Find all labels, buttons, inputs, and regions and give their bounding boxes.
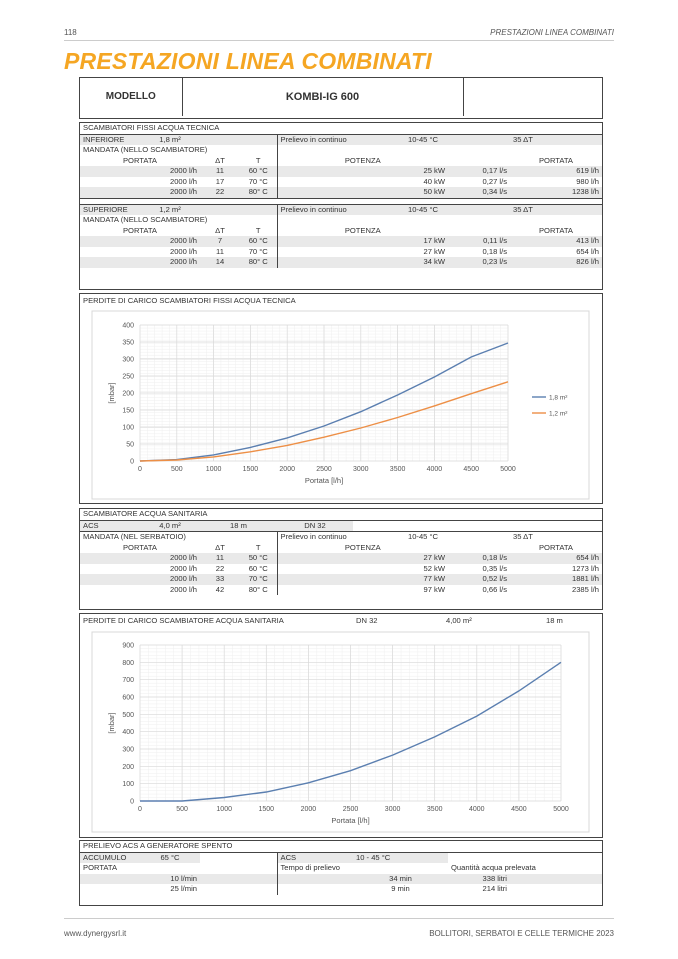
y-tick-label: 250	[122, 373, 134, 381]
lower-label: INFERIORE	[80, 134, 140, 145]
acs-off-col-tempo: Tempo di prelievo	[277, 863, 448, 874]
page-number: 118	[64, 28, 77, 37]
upper-dt: 35 ΔT	[510, 204, 557, 215]
x-tick-label: 2000	[300, 806, 317, 813]
acs-dn: DN 32	[277, 520, 353, 532]
lower-range: 10-45 °C	[398, 134, 448, 145]
model-empty-cell	[463, 78, 602, 116]
x-tick-label: 0	[138, 806, 142, 813]
sanitary-table: SCAMBIATORE ACQUA SANITARIA ACS 4,0 m² 18 m DN 32 MANDATA (NEL SERBATOIO) Prelievo in continuo 10-45 °C 35 ΔT PORTATA ΔT T POTENZA PORTATA 2000 l/h 11 50 °C 27 kW 0,18 l/s 654 l/h 2000 l/h 22 60 °C 52 kW 0,35 l/s 1273 l/h 2000 l/h 33 70 °C 77 kW 0,52 l/s 1881 l/h 2000 l/h 42 80° C 97 kW 0,66 l/s 2385 l/h	[79, 508, 603, 610]
x-tick-label: 2500	[342, 806, 359, 813]
lower-area: 1,8 m²	[140, 134, 200, 145]
lower-prelievo: Prelievo in continuo	[277, 134, 353, 145]
y-tick-label: 200	[122, 763, 134, 771]
x-tick-label: 4500	[511, 806, 527, 813]
running-title: PRESTAZIONI LINEA COMBINATI	[490, 28, 614, 37]
col-potenza: POTENZA	[277, 156, 448, 167]
chart2-dn: DN 32	[356, 616, 378, 625]
x-tick-label: 3500	[389, 466, 406, 473]
y-tick-label: 350	[122, 339, 134, 347]
sanitary-mandata: MANDATA (NEL SERBATOIO)	[83, 532, 186, 541]
y-tick-label: 100	[122, 424, 134, 432]
table-row: 2000 l/h 11 60 °C 25 kW 0,17 l/s 619 l/h	[80, 166, 602, 177]
table-row: 2000 l/h 33 70 °C 77 kW 0,52 l/s 1881 l/h	[80, 574, 602, 585]
y-axis-label: [mbar]	[107, 382, 116, 404]
y-tick-label: 0	[130, 798, 134, 806]
chart2-area: 4,00 m²	[446, 616, 472, 625]
acs-length: 18 m	[200, 520, 277, 532]
table-row: 25 l/min 9 min 214 litri	[170, 884, 507, 893]
x-tick-label: 0	[138, 466, 142, 473]
sanitary-range: 10-45 °C	[407, 532, 439, 541]
chart2-box	[79, 613, 603, 838]
fixed-exchangers-table: SCAMBIATORI FISSI ACQUA TECNICA INFERIORE 1,8 m² Prelievo in continuo 10-45 °C 35 ΔT MANDATA (NELLO SCAMBIATORE) PORTATA ΔT T POTENZA PORTATA 2000 l/h 11 60 °C 25 kW 0,17 l/s 619 l/h 2000 l/h 17 70 °C 40 kW 0,27 l/s 980 l/h 2000 l/h 22 80° C 50 kW 0,34 l/s 1238 l/h SUPERIORE 1,2 m² Prelievo in continuo 10-45 °C 35 ΔT MANDATA (NELLO SCAMBIATORE) PORTATA ΔT T POTENZA PORTATA 2000 l/h 7 60 °C 17 kW 0,11 l/s 413 l/h 2000 l/h 11 70 °C 27 kW 0,18 l/s 654 l/h 2000 l/h 14 80° C 34 kW 0,23 l/s 826 l/h	[79, 122, 603, 290]
y-tick-label: 900	[122, 642, 134, 650]
chart2-svg	[80, 628, 601, 836]
table-row: 2000 l/h 22 60 °C 52 kW 0,35 l/s 1273 l/h	[169, 563, 599, 573]
x-tick-label: 1500	[258, 806, 275, 813]
x-tick-label: 2000	[279, 466, 295, 473]
x-tick-label: 1500	[242, 466, 259, 473]
chart1-box	[79, 293, 603, 504]
sanitary-prelievo: Prelievo in continuo	[277, 532, 353, 543]
acs-off-acs-label: ACS	[277, 852, 353, 863]
lower-dt: 35 ΔT	[510, 134, 557, 145]
y-tick-label: 150	[122, 407, 134, 415]
acs-off-section-title: PRELIEVO ACS A GENERATORE SPENTO	[80, 841, 602, 852]
col-portata: PORTATA	[122, 155, 158, 165]
upper-area: 1,2 m²	[140, 204, 200, 215]
y-tick-label: 0	[130, 458, 134, 466]
table-row: 2000 l/h 42 80° C 97 kW 0,66 l/s 2385 l/h	[169, 584, 599, 594]
col-portata-out: PORTATA	[538, 155, 574, 165]
x-axis-label: Portata [l/h]	[304, 476, 344, 485]
upper-label: SUPERIORE	[80, 204, 140, 215]
x-tick-label: 3000	[384, 806, 401, 813]
y-tick-label: 50	[126, 441, 134, 449]
x-tick-label: 500	[176, 806, 188, 813]
legend-label: 1,2 m²	[549, 410, 568, 418]
x-tick-label: 500	[170, 466, 183, 473]
footer-divider	[64, 918, 614, 919]
y-tick-label: 400	[122, 729, 134, 737]
y-tick-label: 600	[122, 694, 134, 702]
model-value: KOMBI-IG 600	[182, 78, 463, 116]
y-axis-label: [mbar]	[107, 712, 116, 734]
y-tick-label: 800	[122, 659, 134, 667]
col-t: T	[255, 155, 261, 165]
x-tick-label: 4000	[469, 806, 485, 813]
upper-mandata: MANDATA (NELLO SCAMBIATORE)	[83, 215, 208, 224]
legend-label: 1,8 m²	[549, 394, 568, 402]
chart1-svg	[80, 307, 601, 501]
y-tick-label: 300	[122, 746, 134, 754]
accumulo-label: ACCUMULO	[80, 852, 140, 863]
acs-off-acs-value: 10 - 45 °C	[353, 852, 448, 863]
table-row: 2000 l/h 11 50 °C 27 kW 0,18 l/s 654 l/h	[80, 553, 602, 564]
upper-range: 10-45 °C	[398, 204, 448, 215]
acs-label: ACS	[80, 520, 140, 532]
model-label: MODELLO	[80, 78, 182, 116]
acs-off-col-qty: Quantità acqua prelevata	[451, 863, 536, 872]
sanitary-section-title: SCAMBIATORE ACQUA SANITARIA	[80, 509, 602, 520]
accumulo-value: 65 °C	[140, 852, 200, 863]
x-tick-label: 3000	[353, 466, 369, 473]
table-row: 2000 l/h 7 60 °C 17 kW 0,11 l/s 413 l/h	[80, 236, 602, 247]
sanitary-dt: 35 ΔT	[513, 532, 533, 541]
fixed-section-title: SCAMBIATORI FISSI ACQUA TECNICA	[80, 123, 602, 134]
chart2-title: PERDITE DI CARICO SCAMBIATORE ACQUA SANITARIA	[83, 616, 284, 625]
y-tick-label: 100	[122, 781, 134, 789]
x-tick-label: 1000	[205, 466, 222, 473]
x-tick-label: 1000	[216, 806, 232, 813]
acs-off-table	[79, 840, 603, 906]
x-tick-label: 5000	[553, 806, 569, 813]
table-row: 2000 l/h 14 80° C 34 kW 0,23 l/s 826 l/h	[80, 257, 602, 268]
col-dt: ΔT	[215, 155, 225, 165]
x-tick-label: 4500	[463, 466, 479, 473]
footer-website[interactable]: www.dynergysrl.it	[64, 929, 127, 938]
x-tick-label: 3500	[426, 806, 443, 813]
y-tick-label: 200	[122, 390, 134, 398]
table-row: 2000 l/h 17 70 °C 40 kW 0,27 l/s 980 l/h	[169, 176, 599, 186]
x-axis-label: Portata [l/h]	[331, 816, 370, 825]
x-tick-label: 2500	[316, 466, 332, 473]
header-divider	[64, 40, 614, 41]
upper-prelievo: Prelievo in continuo	[277, 204, 353, 215]
table-row: 10 l/min 34 min 338 litri	[80, 874, 602, 885]
page-title: PRESTAZIONI LINEA COMBINATI	[64, 48, 432, 74]
chart1-title: PERDITE DI CARICO SCAMBIATORI FISSI ACQUA TECNICA	[83, 296, 296, 305]
acs-area: 4,0 m²	[140, 520, 200, 532]
x-tick-label: 5000	[500, 466, 516, 473]
table-row: 2000 l/h 11 70 °C 27 kW 0,18 l/s 654 l/h	[169, 246, 599, 256]
y-tick-label: 500	[122, 711, 134, 719]
table-row: 2000 l/h 22 80° C 50 kW 0,34 l/s 1238 l/h	[80, 187, 602, 198]
lower-mandata: MANDATA (NELLO SCAMBIATORE)	[83, 145, 208, 154]
y-tick-label: 700	[122, 677, 134, 685]
acs-off-col-portata: PORTATA	[83, 863, 118, 872]
y-tick-label: 300	[122, 356, 134, 364]
footer-publication: BOLLITORI, SERBATOI E CELLE TERMICHE 2023	[429, 929, 614, 938]
x-tick-label: 4000	[426, 466, 443, 473]
y-tick-label: 400	[122, 322, 134, 330]
model-box	[79, 77, 603, 119]
chart2-length: 18 m	[546, 616, 563, 625]
